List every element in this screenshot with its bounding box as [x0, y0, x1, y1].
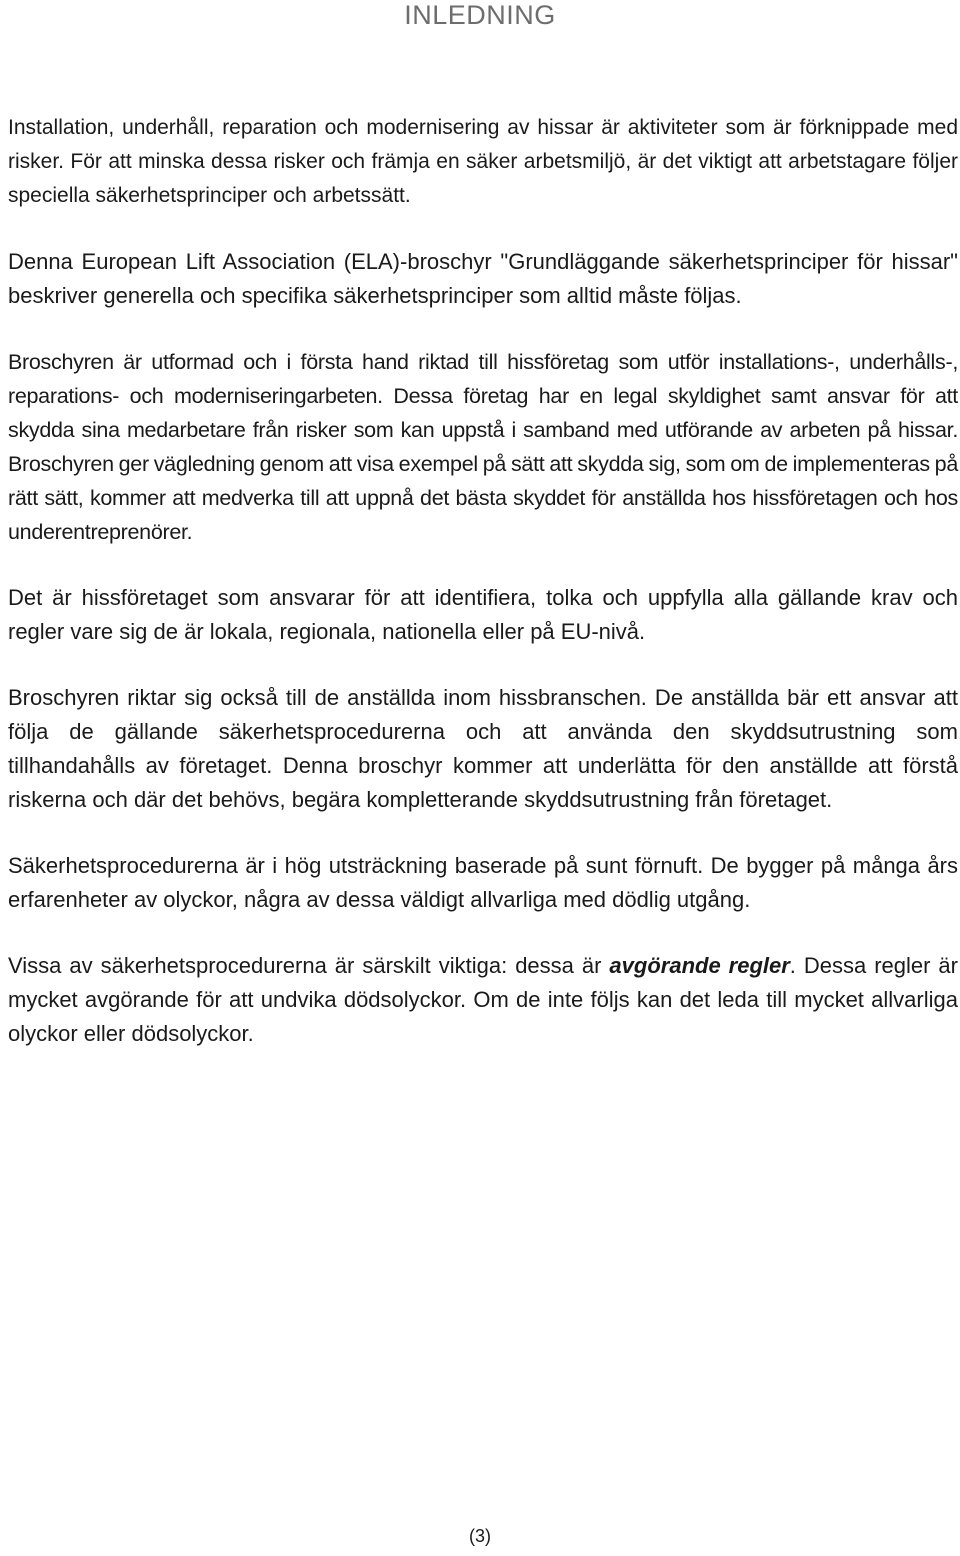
- critical-rules-emphasis: avgörande regler: [609, 953, 790, 978]
- paragraph-intro: Installation, underhåll, reparation och modernisering av hissar är aktiviteter som är förknippade med risker. För att minska dessa risker och främja en säker arbetsmiljö, är det viktigt att arbetstagare följer speciella säkerhetsprinciper och arbetssätt.: [8, 116, 958, 207]
- paragraph-ela-brochure: Denna European Lift Association (ELA)-broschyr "Grundläggande säkerhetsprinciper för hissar" beskriver generella och specifika säkerhetsprinciper som alltid måste följas.: [8, 249, 958, 308]
- paragraph-critical-rules: [8, 949, 958, 1051]
- paragraph-common-sense: Säkerhetsprocedurerna är i hög utsträckning baserade på sunt förnuft. De bygger på många års erfarenheter av olyckor, några av dessa väldigt allvarliga med dödlig utgång.: [8, 853, 958, 912]
- body-text: [8, 111, 958, 1083]
- critical-rules-before: Vissa av säkerhetsprocedurerna är särskilt viktiga: dessa är: [8, 953, 610, 978]
- paragraph-target-audience: Broschyren är utformad och i första hand riktad till hissföretag som utför installations-, underhålls-, reparations- och moderniseringarbeten. Dessa företag har en legal skyldighet samt ansvar för att skydda sina medarbetare från risker som kan uppstå i samband med utförande av arbeten på hissar. Broschyren ger vägledning genom att visa exempel på sätt att skydda sig, som om de implementeras på rätt sätt, kommer att medverka till att uppnå det bästa skyddet för anställda hos hissföretagen och hos underentreprenörer.: [8, 350, 958, 544]
- page-number: (3): [469, 1526, 491, 1546]
- paragraph-employees: Broschyren riktar sig också till de anställda inom hissbranschen. De anställda bär ett ansvar att följa de gällande säkerhetsprocedurerna och att använda den skyddsutrustning som tillhandahålls av företaget. Denna broschyr kommer att underlätta för den anställde att förstå riskerna och där det behövs, begära kompletterande skyddsutrustning från företaget.: [8, 685, 958, 812]
- paragraph-responsibility: Det är hissföretaget som ansvarar för att identifiera, tolka och uppfylla alla gällande krav och regler vare sig de är lokala, regionala, nationella eller på EU-nivå.: [8, 585, 958, 644]
- page-heading: INLEDNING: [404, 0, 556, 30]
- critical-rules-after: . Dessa regler är mycket avgörande för att undvika dödsolyckor. Om de inte följs kan det leda till mycket allvarliga olyckor eller dödsolyckor.: [8, 953, 958, 1046]
